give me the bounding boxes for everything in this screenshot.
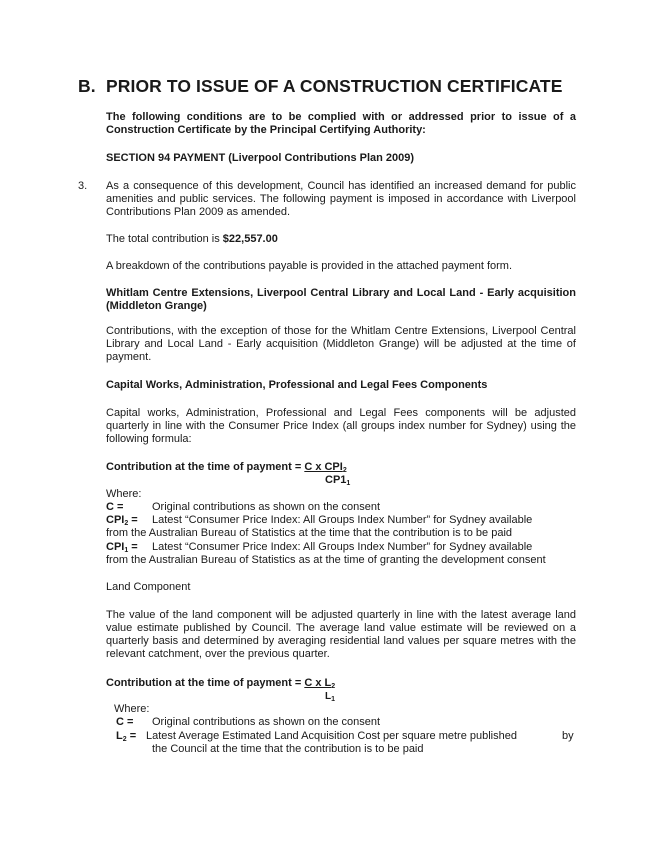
- subheading: SECTION 94 PAYMENT (Liverpool Contributions Plan 2009): [106, 152, 415, 164]
- section-heading: [78, 76, 563, 97]
- capital-text: Capital works, Administration, Professional and Legal Fees components will be adjusted quarterly in line with the Consumer Price Index (all groups index number for Sydney) using the following formula:: [106, 407, 576, 445]
- formula2-numerator: C x $L_2$: [304, 677, 336, 690]
- f1-def-c-text: Original contributions as shown on the consent: [152, 501, 381, 513]
- f2-def-l2-cont: the Council at the time that the contribution is to be paid: [152, 743, 424, 755]
- total-prefix: The total contribution is: [106, 233, 223, 245]
- land-heading: Land Component: [106, 581, 191, 593]
- breakdown-text: A breakdown of the contributions payable is provided in the attached payment form.: [106, 260, 513, 272]
- whitlam-heading: Whitlam Centre Extensions, Liverpool Central Library and Local Land - Early acquisition (Middleton Grange): [106, 287, 576, 312]
- formula1: [106, 461, 347, 474]
- item-number: 3.: [78, 180, 88, 192]
- section-letter: B.: [78, 76, 96, 96]
- section-title: PRIOR TO ISSUE OF A CONSTRUCTION CERTIFICATE: [106, 76, 563, 96]
- formula2: [106, 677, 335, 690]
- f1-def-cpi2-sym: $CPI_2$ =: [106, 514, 138, 527]
- formula1-numerator: C x $CPI_2$: [304, 461, 347, 474]
- f1-def-cpi1-cont: from the Australian Bureau of Statistics as at the time of granting the development consent: [106, 554, 546, 566]
- f2-def-l2-text: Latest Average Estimated Land Acquisition Cost per square metre published: [146, 730, 517, 742]
- f1-def-c-sym: C =: [106, 501, 124, 513]
- whitlam-text: Contributions, with the exception of those for the Whitlam Centre Extensions, Liverpool Central Library and Local Land - Early acquisition (Middleton Grange) will be adjusted at the time of payment.: [106, 325, 576, 363]
- total-amount: $22,557.00: [222, 233, 278, 245]
- f2-def-l2-sym: $L_2$ =: [116, 730, 137, 743]
- f1-def-cpi2-text: Latest “Consumer Price Index: All Groups Index Number” for Sydney available: [152, 514, 533, 526]
- f2-def-c-text: Original contributions as shown on the consent: [152, 716, 381, 728]
- f1-def-cpi1-sym: $CPI_1$ =: [106, 541, 138, 554]
- f2-def-l2-tail: by: [562, 730, 574, 742]
- item-text: As a consequence of this development, Council has identified an increased demand for public amenities and public services. The following payment is imposed in accordance with Liverpool Contributions Plan 2009 as amended.: [106, 180, 576, 218]
- land-text: The value of the land component will be adjusted quarterly in line with the latest average land value estimate published by Council. The average land value estimate will be reviewed on a quarterly basis and determined by averaging residential land values per square metres with the relevant catchment, over the previous quarter.: [106, 609, 576, 660]
- formula1-where: Where:: [106, 488, 142, 500]
- formula1-label: Contribution at the time of payment =: [106, 461, 305, 473]
- total-contribution: [106, 233, 278, 246]
- f1-def-cpi1-text: Latest “Consumer Price Index: All Groups Index Number” for Sydney available: [152, 541, 533, 553]
- formula2-denominator: $L_1$: [325, 691, 336, 703]
- f1-def-cpi2-cont: from the Australian Bureau of Statistics at the time that the contribution is to be paid: [106, 527, 513, 539]
- capital-heading: Capital Works, Administration, Professional and Legal Fees Components: [106, 379, 488, 391]
- f2-def-c-sym: C =: [116, 716, 134, 728]
- formula1-denominator: $CP1_1$: [325, 474, 351, 487]
- formula2-label: Contribution at the time of payment =: [106, 677, 305, 689]
- formula2-where: Where:: [114, 703, 150, 715]
- intro-text: The following conditions are to be complied with or addressed prior to issue of a Construction Certificate by the Principal Certifying Authority:: [106, 111, 576, 136]
